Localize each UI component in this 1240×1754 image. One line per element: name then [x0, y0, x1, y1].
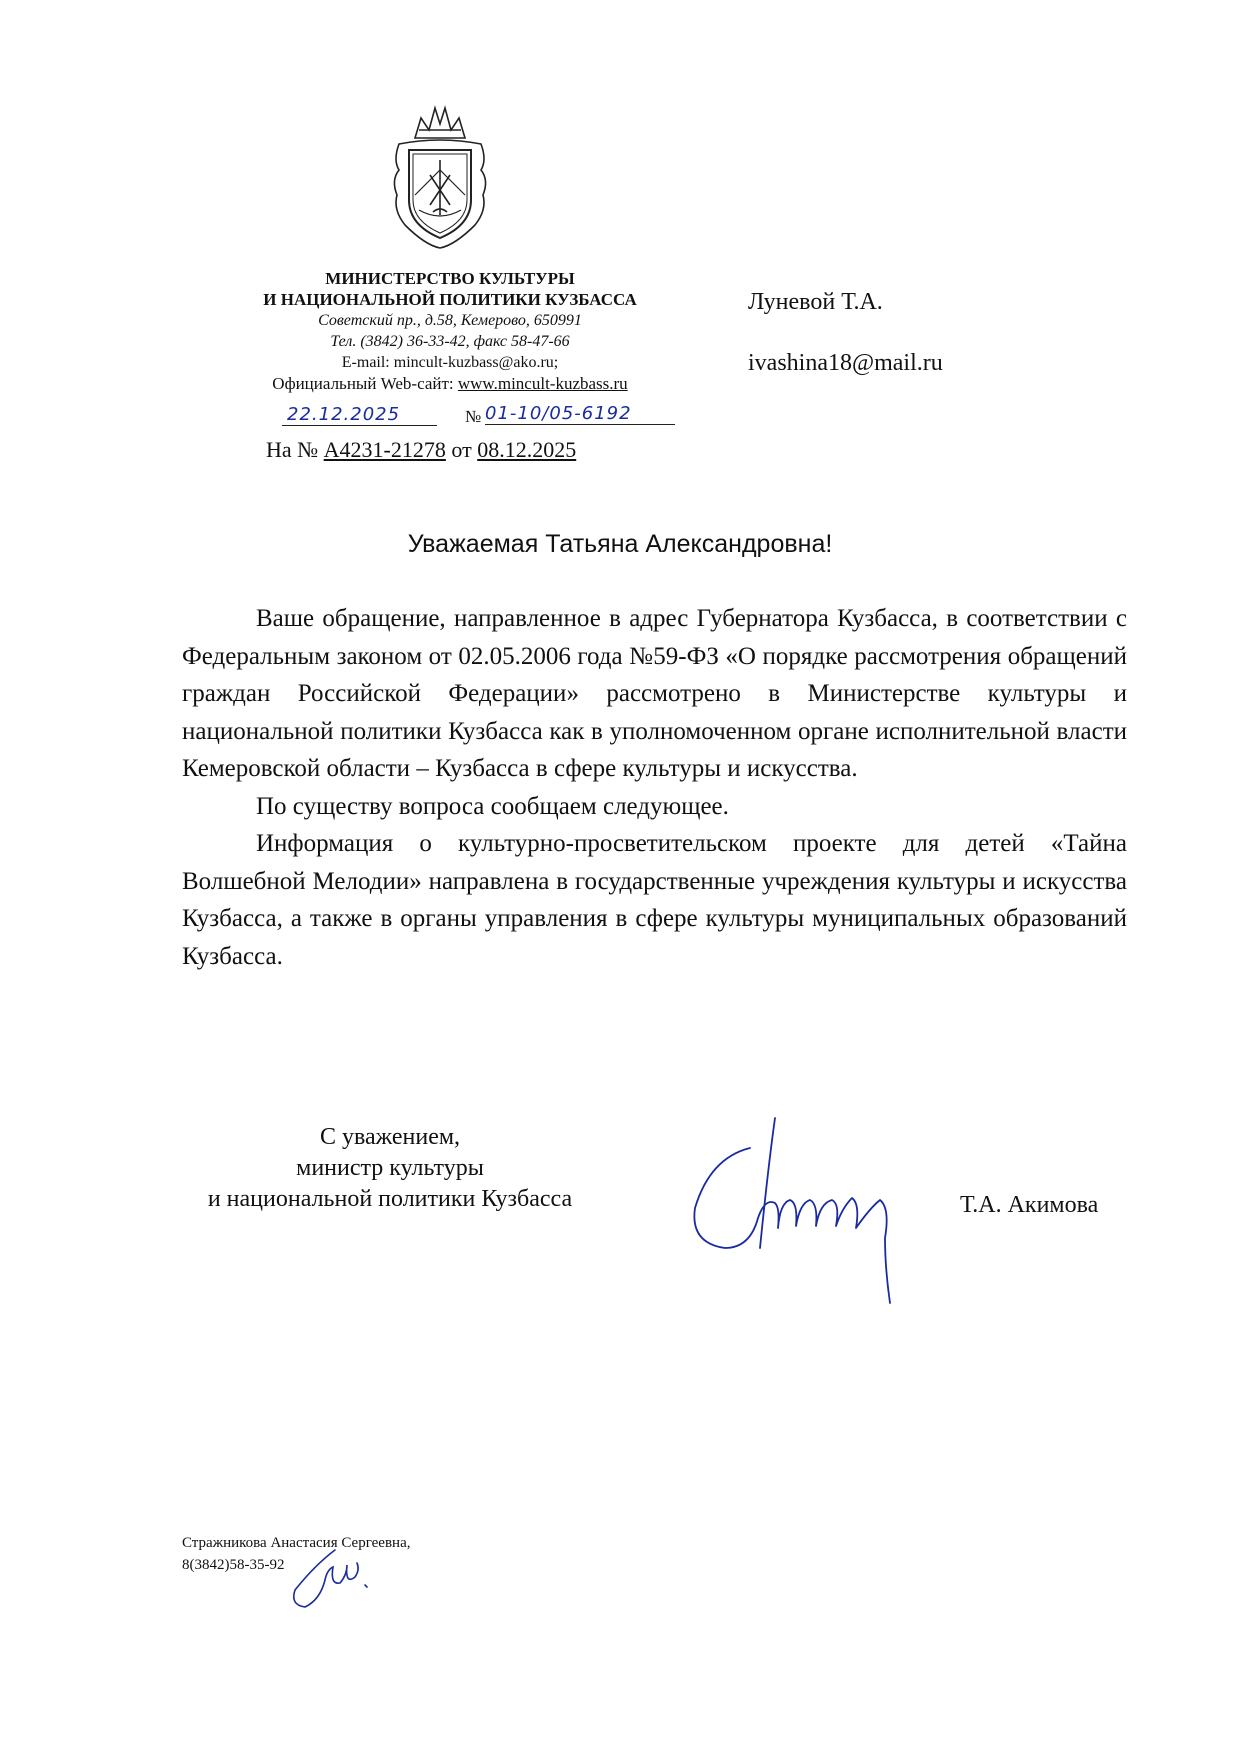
- ministry-phone: Тел. (3842) 36-33-42, факс 58-47-66: [330, 333, 570, 350]
- ministry-website-row: [205, 373, 695, 394]
- ministry-website-link[interactable]: www.mincult-kuzbass.ru: [457, 374, 628, 393]
- closing-line-3: и национальной политики Кузбасса: [207, 1186, 573, 1212]
- executor-name: Стражникова Анастасия Сергеевна,: [182, 1535, 411, 1551]
- handwritten-signature: [680, 1108, 920, 1308]
- ministry-name-line1: МИНИСТЕРСТВО КУЛЬТУРЫ: [325, 269, 575, 288]
- reference-date: 08.12.2025: [477, 437, 577, 462]
- reference-from: от: [451, 437, 472, 462]
- body-paragraph-1: Ваше обращение, направленное в адрес Губернатора Кузбасса, в соответствии с Федеральным законом от 02.05.2006 года №59-ФЗ «О порядке рассмотрения обращений граждан Российской Федерации» рассмотрено в Министерстве культуры и национальной политики Кузбасса как в уполномоченном органе исполнительной власти Кемеровской области – Кузбасса в сфере культуры и искусства.: [182, 605, 1127, 782]
- website-label: Официальный Web-сайт:: [272, 374, 454, 393]
- signer-name: Т.А. Акимова: [960, 1192, 1099, 1218]
- ministry-address: Советский пр., д.58, Кемерово, 650991: [318, 312, 582, 329]
- ministry-email-row: [205, 352, 695, 373]
- ministry-name-line2: И НАЦИОНАЛЬНОЙ ПОЛИТИКИ КУЗБАССА: [263, 290, 637, 309]
- registration-line: [270, 403, 690, 429]
- ministry-header: [205, 268, 695, 394]
- registration-number: 01-10/05-6192: [485, 403, 675, 425]
- reference-prefix: На №: [266, 437, 319, 462]
- ministry-email: mincult-kuzbass@ako.ru;: [393, 354, 559, 371]
- body-paragraph-3: Информация о культурно-просветительском проекте для детей «Тайна Волшебной Мелодии» направлена в государственные учреждения культуры и искусства Кузбасса, а также в органы управления в сфере культуры муниципальных образований Кузбасса.: [182, 830, 1127, 970]
- reference-number: А4231-21278: [323, 437, 446, 462]
- registration-number-sign: №: [465, 407, 482, 426]
- executor-initials-signature: [285, 1545, 395, 1615]
- executor-phone: 8(3842)58-35-92: [182, 1557, 285, 1573]
- salutation: Уважаемая Татьяна Александровна!: [407, 530, 833, 558]
- closing-block: [160, 1122, 620, 1215]
- recipient-email: ivashina18@mail.ru: [748, 350, 943, 376]
- coat-of-arms-emblem: [385, 100, 495, 250]
- registration-date: 22.12.2025: [282, 404, 437, 426]
- closing-line-1: С уважением,: [319, 1124, 461, 1150]
- reference-line: [266, 437, 576, 463]
- recipient-name: Луневой Т.А.: [748, 289, 883, 315]
- email-label: E-mail:: [341, 354, 390, 371]
- body-paragraph-2: По существу вопроса сообщаем следующее.: [256, 792, 729, 820]
- closing-line-2: министр культуры: [296, 1155, 484, 1181]
- letter-body: [182, 600, 1127, 975]
